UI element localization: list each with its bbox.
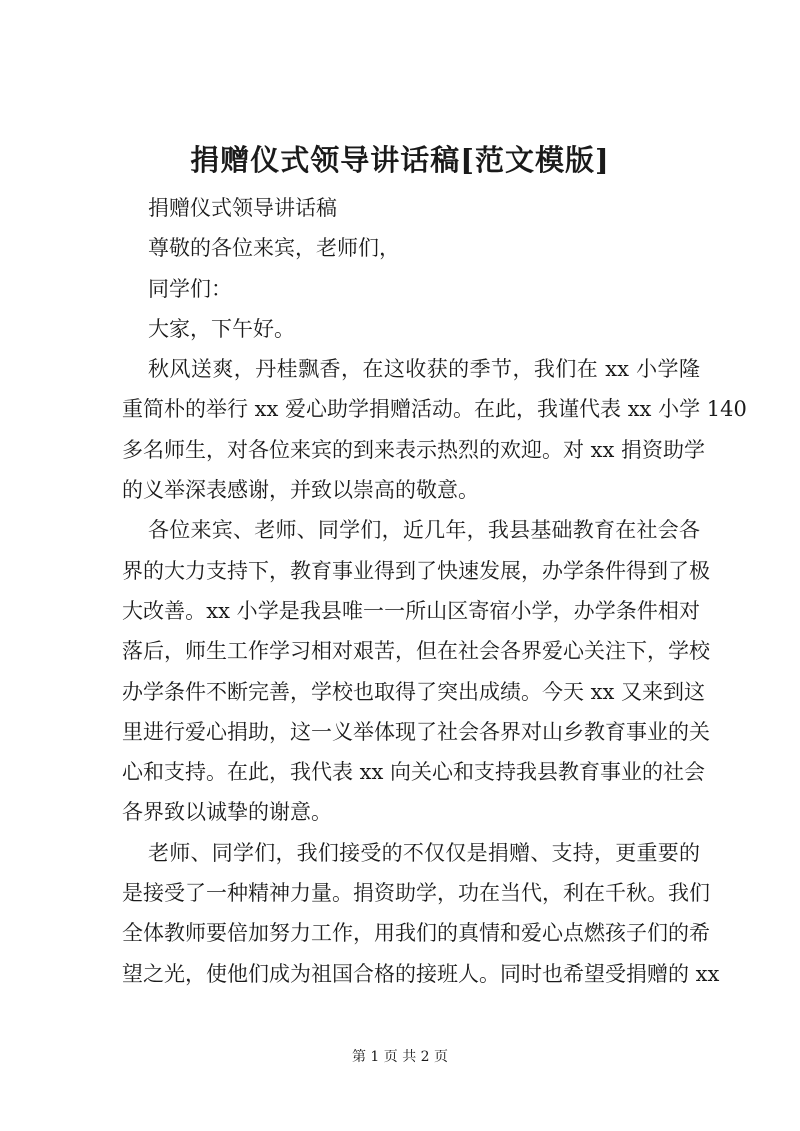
text-line: 老师、同学们，我们接受的不仅仅是捐赠、支持，更重要的	[148, 840, 700, 865]
text-line: 的义举深表感谢，并致以崇高的敬意。	[122, 478, 479, 503]
paragraph	[122, 353, 747, 514]
paragraph	[122, 514, 710, 836]
text-line: 心和支持。在此，我代表 xx 向关心和支持我县教育事业的社会	[122, 760, 706, 785]
text-line: 尊敬的各位来宾，老师们，	[148, 236, 400, 261]
text-line: 同学们：	[148, 276, 232, 301]
paragraph	[122, 313, 700, 353]
text-line: 办学条件不断完善，学校也取得了突出成绩。今天 xx 又来到这	[122, 679, 706, 704]
text-line: 多名师生，对各位来宾的到来表示热烈的欢迎。对 xx 捐资助学	[122, 437, 706, 462]
document-title: 捐赠仪式领导讲话稿[范文模版]	[190, 143, 610, 177]
paragraph	[122, 837, 720, 998]
text-line: 秋风送爽，丹桂飘香，在这收获的季节，我们在 xx 小学隆	[148, 357, 700, 382]
text-line: 捐赠仪式领导讲话稿	[148, 196, 337, 220]
text-line: 各位来宾、老师、同学们，近几年，我县基础教育在社会各	[148, 518, 700, 543]
paragraph	[122, 232, 700, 272]
paragraph	[122, 273, 700, 313]
text-line: 落后，师生工作学习相对艰苦，但在社会各界爱心关注下，学校	[122, 639, 710, 664]
paragraph	[122, 192, 700, 232]
page-footer: 第 1 页 共 2 页	[351, 1049, 449, 1065]
text-line: 大家，下午好。	[148, 316, 295, 341]
text-line: 重简朴的举行 xx 爱心助学捐赠活动。在此，我谨代表 xx 小学 140	[122, 397, 747, 422]
text-line: 各界致以诚挚的谢意。	[122, 800, 332, 825]
text-line: 望之光，使他们成为祖国合格的接班人。同时也希望受捐赠的 xx	[122, 961, 720, 986]
document-body	[122, 192, 747, 998]
text-line: 是接受了一种精神力量。捐资助学，功在当代，利在千秋。我们	[122, 881, 710, 906]
text-line: 大改善。xx 小学是我县唯一一所山区寄宿小学，办学条件相对	[122, 598, 700, 623]
text-line: 里进行爱心捐助，这一义举体现了社会各界对山乡教育事业的关	[122, 719, 710, 744]
text-line: 全体教师要倍加努力工作，用我们的真情和爱心点燃孩子们的希	[122, 921, 710, 946]
text-line: 界的大力支持下，教育事业得到了快速发展，办学条件得到了极	[122, 558, 710, 583]
